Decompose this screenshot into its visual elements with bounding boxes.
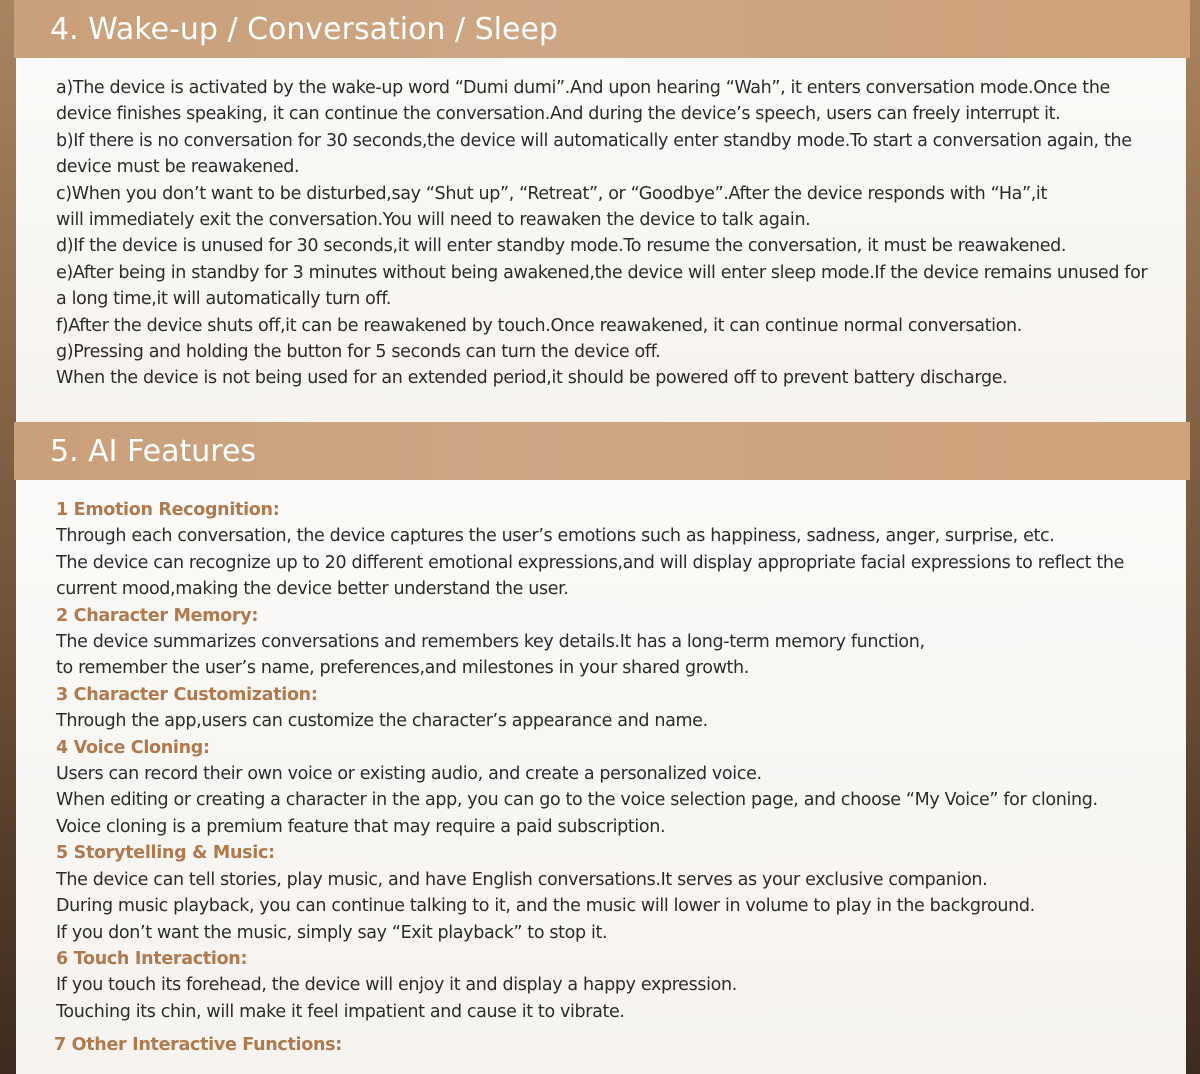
paragraph-line: c)When you don’t want to be disturbed,say “Shut up”, “Retreat”, or “Goodbye”.After the device responds with “Ha”,it bbox=[56, 183, 1047, 204]
paragraph-line: d)If the device is unused for 30 seconds,it will enter standby mode.To resume the conversation, it must be reawakened. bbox=[56, 236, 1067, 257]
paragraph-line: b)If there is no conversation for 30 seconds,the device will automatically enter standby mode.To start a conversation again, the bbox=[56, 130, 1132, 151]
feature-line: Through the app,users can customize the character’s appearance and name. bbox=[56, 711, 708, 732]
feature-line: to remember the user’s name, preferences,and milestones in your shared growth. bbox=[56, 658, 750, 679]
paragraph-line: a)The device is activated by the wake-up word “Dumi dumi”.And upon hearing “Wah”, it enters conversation mode.Once the bbox=[56, 78, 1110, 98]
feature-line: Users can record their own voice or existing audio, and create a personalized voice. bbox=[56, 764, 762, 785]
feature-line: current mood,making the device better understand the user. bbox=[56, 579, 569, 600]
section-5-panel bbox=[16, 480, 1186, 1074]
paragraph-line: device must be reawakened. bbox=[56, 157, 300, 178]
feature-line: The device can recognize up to 20 different emotional expressions,and will display appropriate facial expressions to reflect the bbox=[56, 552, 1125, 573]
paragraph-line: When the device is not being used for an extended period,it should be powered off to prevent battery discharge. bbox=[56, 368, 1008, 389]
feature-line: The device summarizes conversations and remembers key details.It has a long-term memory function, bbox=[56, 632, 925, 653]
paragraph-line: e)After being in standby for 3 minutes without being awakened,the device will enter sleep mode.If the device remains unused for bbox=[56, 262, 1148, 283]
feature-heading-voice-cloning: 4 Voice Cloning: bbox=[56, 737, 210, 758]
section-4-title: 4. Wake-up / Conversation / Sleep bbox=[50, 11, 558, 47]
paragraph-line: a long time,it will automatically turn off. bbox=[56, 289, 392, 310]
feature-heading-character-customization: 3 Character Customization: bbox=[56, 684, 318, 705]
paragraph-line: will immediately exit the conversation.You will need to reawaken the device to talk again. bbox=[56, 210, 811, 231]
paragraph-line: device finishes speaking, it can continue the conversation.And during the device’s speech, users can freely interrupt it. bbox=[56, 104, 1061, 125]
section-4-panel bbox=[16, 58, 1186, 422]
feature-line: When editing or creating a character in the app, you can go to the voice selection page, and choose “My Voice” for cloning. bbox=[56, 790, 1098, 811]
feature-line: Touching its chin, will make it feel impatient and cause it to vibrate. bbox=[56, 1001, 625, 1022]
feature-line: Through each conversation, the device captures the user’s emotions such as happiness, sadness, anger, surprise, etc. bbox=[56, 526, 1055, 547]
feature-heading-storytelling-music: 5 Storytelling & Music: bbox=[56, 843, 275, 864]
paragraph-line: f)After the device shuts off,it can be reawakened by touch.Once reawakened, it can continue normal conversation. bbox=[56, 315, 1022, 336]
section-5-title: 5. AI Features bbox=[50, 433, 257, 469]
section-5-header bbox=[14, 422, 1190, 480]
feature-line: If you don’t want the music, simply say “Exit playback” to stop it. bbox=[56, 922, 608, 943]
feature-heading-emotion-recognition: 1 Emotion Recognition: bbox=[56, 500, 280, 520]
feature-heading-other-interactive-functions: 7 Other Interactive Functions: bbox=[54, 1035, 342, 1056]
feature-heading-character-memory: 2 Character Memory: bbox=[56, 605, 259, 626]
feature-line: During music playback, you can continue talking to it, and the music will lower in volume to play in the background. bbox=[56, 896, 1035, 917]
section-4-header bbox=[14, 0, 1190, 58]
feature-line: If you touch its forehead, the device will enjoy it and display a happy expression. bbox=[56, 975, 737, 996]
paragraph-line: g)Pressing and holding the button for 5 seconds can turn the device off. bbox=[56, 342, 661, 363]
feature-line: The device can tell stories, play music, and have English conversations.It serves as your exclusive companion. bbox=[56, 869, 988, 890]
feature-line: Voice cloning is a premium feature that may require a paid subscription. bbox=[56, 816, 666, 837]
feature-heading-touch-interaction: 6 Touch Interaction: bbox=[56, 948, 248, 969]
